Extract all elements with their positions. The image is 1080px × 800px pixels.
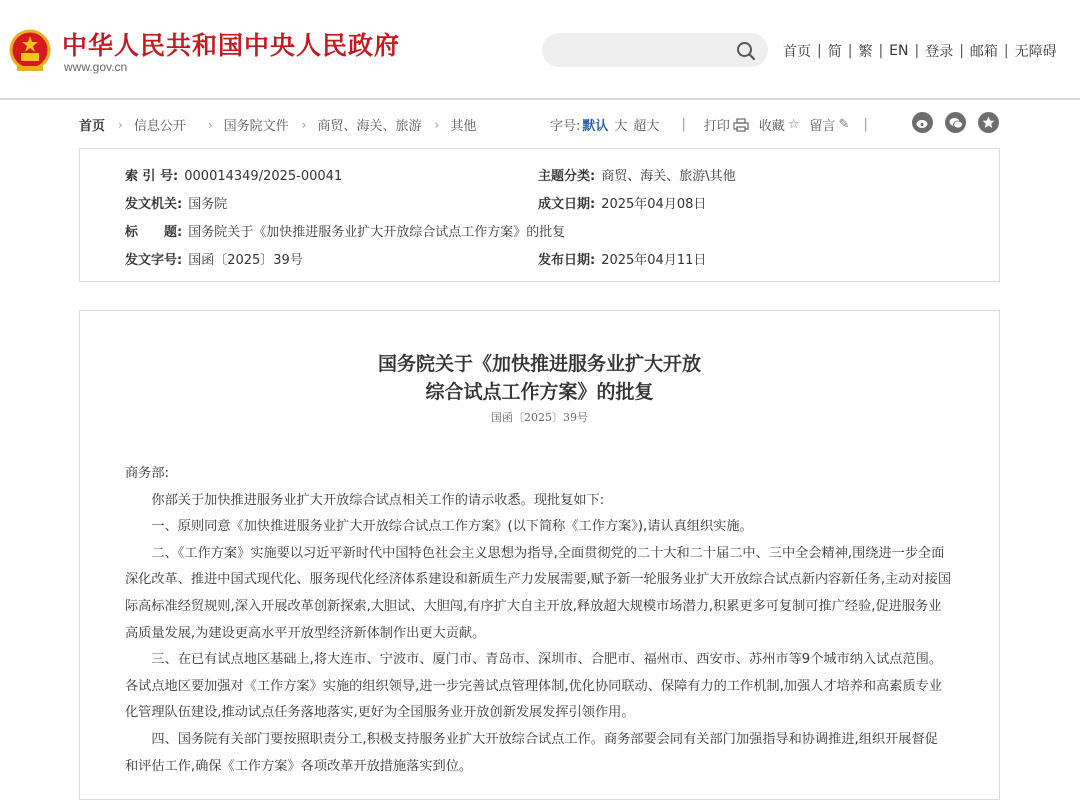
nav-traditional[interactable]: 繁 (858, 44, 873, 60)
meta-issuer-row (125, 193, 227, 212)
meta-title-row (125, 221, 565, 240)
salutation: 商务部: (125, 466, 170, 481)
meta-docno-value: 国函〔2025〕39号 (188, 253, 303, 268)
breadcrumb-category[interactable]: 商贸、海关、旅游 (317, 119, 422, 134)
document-number: 国函〔2025〕39号 (491, 411, 588, 424)
meta-index-row (125, 165, 342, 184)
breadcrumb-home[interactable]: 首页 (79, 119, 106, 134)
site-header (0, 0, 1080, 100)
chevron-right-icon: › (118, 117, 123, 132)
font-size-label: 字号: (550, 119, 581, 134)
nav-separator: | (914, 43, 920, 59)
nav-separator: | (1003, 43, 1009, 59)
pencil-icon: ✎ (838, 117, 850, 132)
breadcrumb-other[interactable]: 其他 (450, 119, 477, 134)
site-domain: www.gov.cn (64, 60, 128, 74)
page-tools (550, 115, 868, 134)
meta-written-row (538, 193, 706, 212)
meta-index-value: 000014349/2025-00041 (184, 169, 343, 184)
document-title-line1: 国务院关于《加快推进服务业扩大开放 (377, 353, 701, 375)
chevron-right-icon: › (207, 117, 213, 132)
document-title-line2: 综合试点工作方案》的批复 (425, 381, 654, 403)
share-bar (912, 112, 1011, 133)
meta-title-label: 标 题: (125, 225, 183, 240)
meta-docno-label: 发文字号: (125, 253, 183, 268)
nav-accessibility[interactable]: 无障碍 (1014, 44, 1057, 60)
wechat-icon[interactable] (945, 112, 966, 133)
site-title[interactable]: 中华人民共和国中央人民政府 (62, 31, 401, 60)
paragraph: 二、《工作方案》实施要以习近平新时代中国特色社会主义思想为指导,全面贯彻党的二十大和二十届二中、三中全会精神,围绕进一步全面深化改革、推进中国式现代化、服务现代化经济体系建设和新质生产力发展需要,赋予新一轮服务业扩大开放综合试点新内容新任务,主动对接国际高标准经贸规则,深入开展改革创新探索,大胆试、大胆闯,有序扩大自主开放,释放超大规模市场潜力,积累更多可复制可推广经验,促进服务业高质量发展,为建设更高水平开放型经济新体制作出更大贡献。 (125, 545, 952, 641)
meta-docno-row (125, 249, 303, 268)
star-icon: ☆ (787, 117, 800, 132)
paragraph: 四、国务院有关部门要按照职责分工,积极支持服务业扩大开放综合试点工作。商务部要会同有关部门加强指导和协调推进,组织开展督促和评估工作,确保《工作方案》各项改革开放措施落实到位。 (125, 731, 938, 774)
print-label: 打印 (703, 119, 730, 134)
breadcrumb (79, 115, 476, 134)
meta-issuer-value: 国务院 (188, 197, 228, 212)
nav-home[interactable]: 首页 (783, 44, 811, 60)
chevron-right-icon: › (301, 117, 307, 132)
chevron-right-icon: › (434, 117, 440, 132)
tools-separator: | (681, 117, 686, 132)
meta-written-value: 2025年04月08日 (601, 197, 707, 212)
meta-written-label: 成文日期: (538, 197, 596, 212)
paragraph: 三、在已有试点地区基础上,将大连市、宁波市、厦门市、青岛市、深圳市、合肥市、福州市、西安市、苏州市等9个城市纳入试点范围。各试点地区要加强对《工作方案》实施的组织领导,进一步完善试点管理体制,优化协同联动、保障有力的工作机制,加强人才培养和高素质专业化管理队伍建设,推动试点任务落地落实,更好为全国服务业开放创新发展发挥引领作用。 (125, 652, 943, 721)
nav-separator: | (847, 43, 853, 59)
meta-published-value: 2025年04月11日 (601, 253, 707, 268)
document-content (79, 310, 1000, 800)
comment-label: 留言 (809, 119, 836, 134)
font-size-xlarge[interactable]: 超大 (633, 119, 660, 134)
favorite-label: 收藏 (758, 119, 785, 134)
meta-category-row (538, 165, 736, 184)
paragraph: 一、原则同意《加快推进服务业扩大开放综合试点工作方案》(以下简称《工作方案》),请认真组织实施。 (151, 519, 753, 535)
breadcrumb-state-council-docs[interactable]: 国务院文件 (223, 119, 289, 134)
meta-category-label: 主题分类: (538, 169, 596, 184)
favorite-star-icon[interactable] (978, 112, 999, 133)
printer-icon (733, 118, 749, 132)
print-button[interactable] (704, 115, 749, 134)
paragraph: 你部关于加快推进服务业扩大开放综合试点相关工作的请示收悉。现批复如下: (151, 492, 605, 508)
nav-login[interactable]: 登录 (925, 44, 954, 60)
top-nav (783, 41, 1057, 61)
meta-published-row (538, 249, 706, 268)
nav-separator: | (959, 43, 964, 59)
font-size-large[interactable]: 大 (614, 119, 628, 134)
nav-simplified[interactable]: 简 (827, 44, 842, 60)
national-emblem-icon[interactable] (8, 28, 52, 74)
meta-published-label: 发布日期: (538, 253, 596, 268)
meta-index-label: 索 引 号: (125, 169, 179, 184)
font-size-default[interactable]: 默认 (582, 119, 609, 134)
search-icon[interactable] (736, 41, 756, 61)
breadcrumb-info-public[interactable]: 信息公开 (133, 119, 186, 134)
nav-separator: | (817, 43, 822, 59)
nav-mail[interactable]: 邮箱 (969, 44, 998, 60)
document-metadata (79, 148, 1000, 282)
meta-title-value: 国务院关于《加快推进服务业扩大开放综合试点工作方案》的批复 (188, 225, 566, 240)
document-body (125, 461, 951, 780)
meta-category-value: 商贸、海关、旅游\其他 (601, 169, 736, 184)
tools-separator: | (863, 117, 868, 132)
search-input[interactable] (542, 33, 768, 67)
nav-separator: | (878, 43, 884, 59)
favorite-button[interactable] (759, 115, 800, 134)
nav-english[interactable]: EN (889, 43, 909, 59)
meta-issuer-label: 发文机关: (125, 197, 183, 212)
weibo-icon[interactable] (912, 112, 933, 133)
comment-button[interactable] (810, 115, 850, 134)
